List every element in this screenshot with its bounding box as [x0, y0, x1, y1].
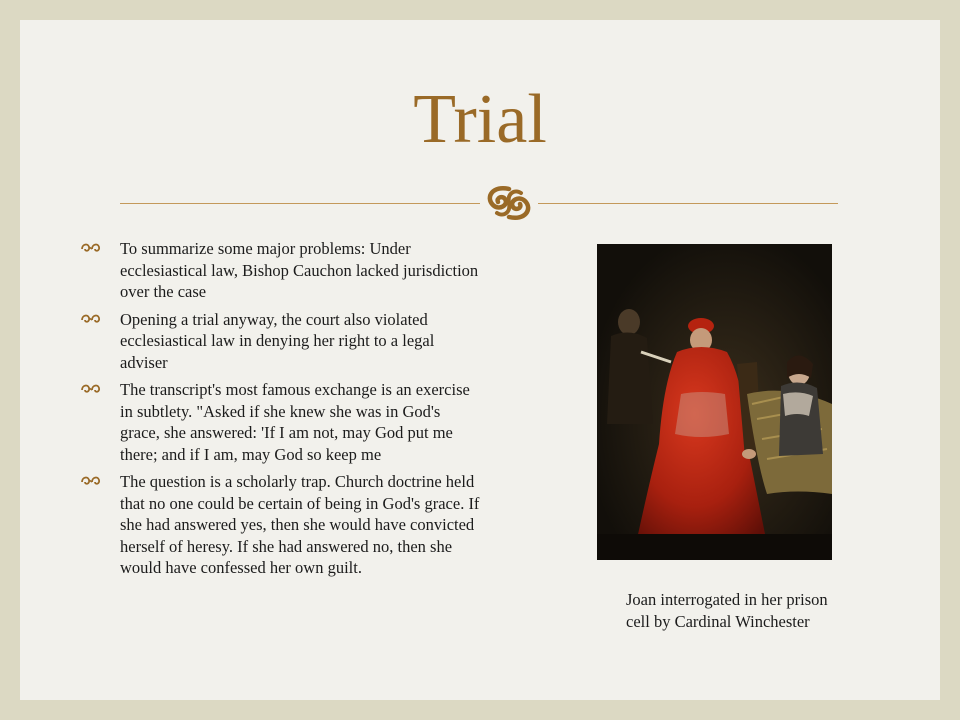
- bullet-item: [80, 238, 480, 303]
- double-swirl-ornament-icon: [483, 183, 535, 223]
- painting-image: [597, 244, 832, 560]
- bullet-text: Opening a trial anyway, the court also violated ecclesiastical law in denying her right to a legal adviser: [120, 309, 435, 372]
- bullet-text: To summarize some major problems: Under ecclesiastical law, Bishop Cauchon lacked jurisdiction over the case: [120, 239, 479, 301]
- bullet-item: [80, 471, 480, 579]
- double-swirl-bullet-icon: [80, 242, 104, 256]
- image-caption: Joan interrogated in her prison cell by Cardinal Winchester: [626, 590, 828, 631]
- bullet-item: [80, 379, 480, 465]
- bullet-text: The question is a scholarly trap. Church doctrine held that no one could be certain of being in God's grace. If she had answered yes, then she would have convicted herself of heresy. If she had answered no, then she would have confessed her own guilt.: [120, 472, 480, 577]
- bullet-item: [80, 309, 480, 374]
- title-rule-right: [538, 203, 838, 204]
- slide: [20, 20, 940, 700]
- double-swirl-bullet-icon: [80, 475, 104, 489]
- title-rule-left: [120, 203, 480, 204]
- double-swirl-bullet-icon: [80, 313, 104, 327]
- bullet-list: [80, 238, 480, 585]
- double-swirl-bullet-icon: [80, 383, 104, 397]
- bullet-text: The transcript's most famous exchange is an exercise in subtlety. "Asked if she knew she was in God's grace, she answered: 'If I am not, may God put me there; and if I am, may God so keep me: [120, 380, 470, 464]
- slide-title: Trial: [413, 81, 547, 158]
